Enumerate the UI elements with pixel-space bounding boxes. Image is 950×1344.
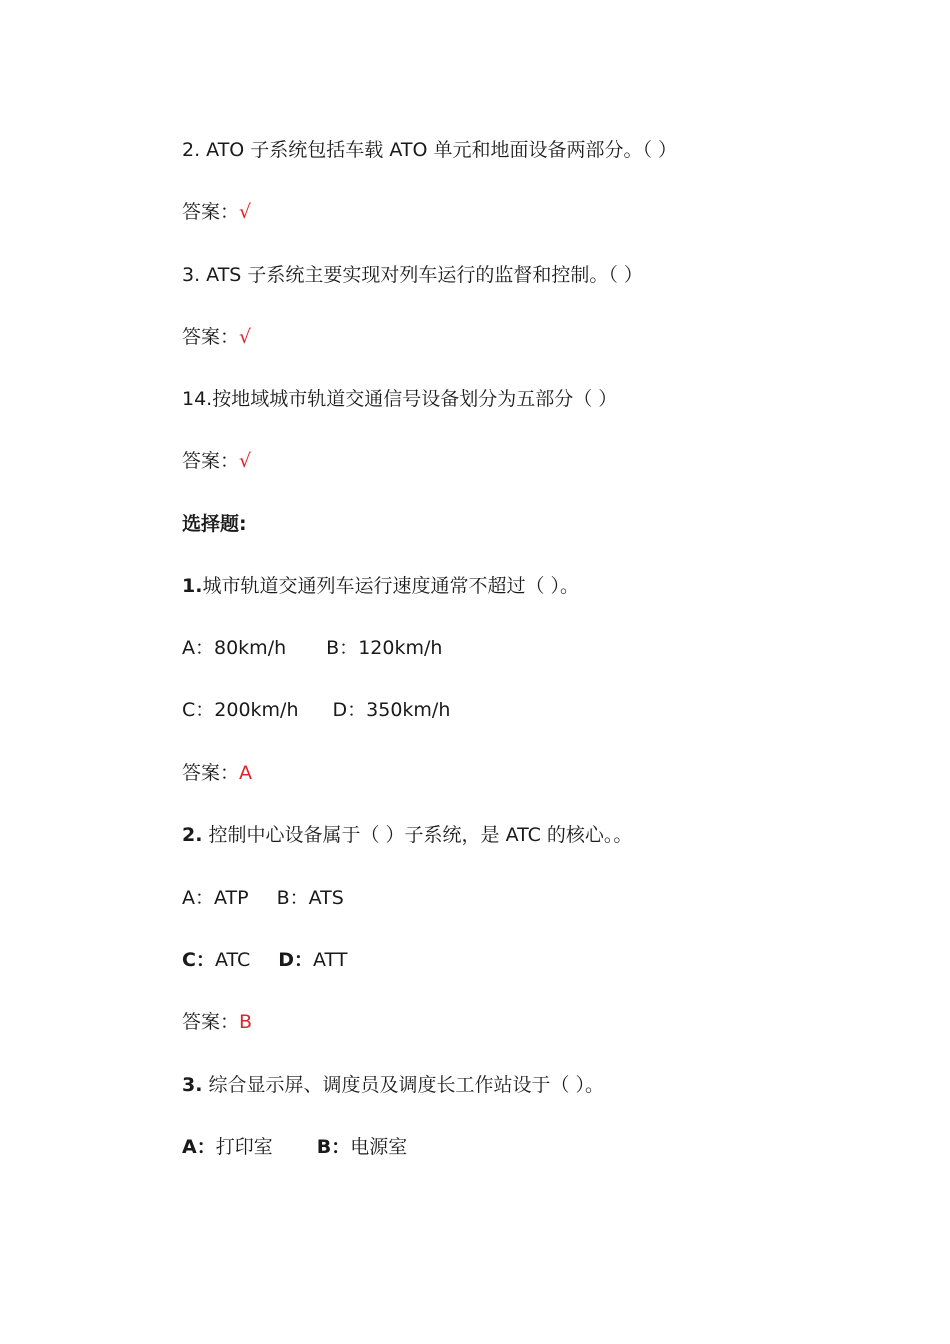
answer-line: [182, 448, 251, 474]
option-label: B：: [276, 887, 309, 909]
question-text: 城市轨道交通列车运行速度通常不超过（ ）。: [202, 575, 579, 597]
option-text: 80km/h: [214, 637, 287, 659]
option-text: 350km/h: [366, 699, 451, 721]
choice-question: [182, 822, 632, 848]
judgement-question: [182, 137, 677, 163]
question-number: 3.: [182, 1074, 203, 1096]
choice-question: [182, 573, 579, 599]
answer-value: B: [239, 1011, 253, 1033]
answer-label: 答案：: [182, 201, 240, 223]
answer-line: [182, 1009, 252, 1035]
answer-value: √: [239, 201, 252, 223]
question-text: 3. ATS 子系统主要实现对列车运行的监督和控制。（ ）: [182, 264, 643, 286]
answer-value: √: [239, 450, 252, 472]
option-label: A：: [182, 637, 214, 659]
section-title: 选择题:: [182, 513, 247, 535]
options-line: [182, 635, 442, 661]
judgement-question: [182, 386, 617, 412]
option-text: ATC: [214, 949, 251, 971]
option-label: B：: [326, 637, 359, 659]
option-text: 打印室: [215, 1136, 273, 1158]
option-text: ATT: [313, 949, 348, 971]
option-text: 电源室: [350, 1136, 408, 1158]
option-label: D：: [332, 699, 367, 721]
question-number: 2.: [182, 824, 203, 846]
options-line: [182, 947, 347, 973]
answer-label: 答案：: [182, 450, 240, 472]
question-text: 综合显示屏、调度员及调度长工作站设于（ ）。: [202, 1074, 605, 1096]
answer-line: [182, 760, 252, 786]
answer-line: [182, 199, 251, 225]
question-text: 14.按地域城市轨道交通信号设备划分为五部分（ ）: [182, 388, 618, 410]
choice-question: [182, 1072, 604, 1098]
options-line: [182, 885, 344, 911]
answer-label: 答案：: [182, 1011, 240, 1033]
judgement-question: [182, 262, 643, 288]
option-label: C：: [182, 949, 215, 971]
option-label: B：: [316, 1136, 351, 1158]
option-label: A：: [182, 1136, 216, 1158]
answer-value: A: [239, 762, 253, 784]
question-text: 控制中心设备属于（ ）子系统，是 ATC 的核心。。: [202, 824, 633, 846]
options-line: [182, 1134, 407, 1160]
answer-label: 答案：: [182, 326, 240, 348]
answer-label: 答案：: [182, 762, 240, 784]
question-number: 1.: [182, 575, 203, 597]
option-label: C：: [182, 699, 215, 721]
question-text: 2. ATO 子系统包括车载 ATO 单元和地面设备两部分。（ ）: [182, 139, 677, 161]
option-label: A：: [182, 887, 214, 909]
option-text: ATP: [214, 887, 249, 909]
option-text: 120km/h: [358, 637, 443, 659]
answer-value: √: [239, 326, 252, 348]
options-line: [182, 697, 450, 723]
option-text: ATS: [308, 887, 344, 909]
answer-line: [182, 324, 251, 350]
option-text: 200km/h: [214, 699, 299, 721]
option-label: D：: [278, 949, 314, 971]
